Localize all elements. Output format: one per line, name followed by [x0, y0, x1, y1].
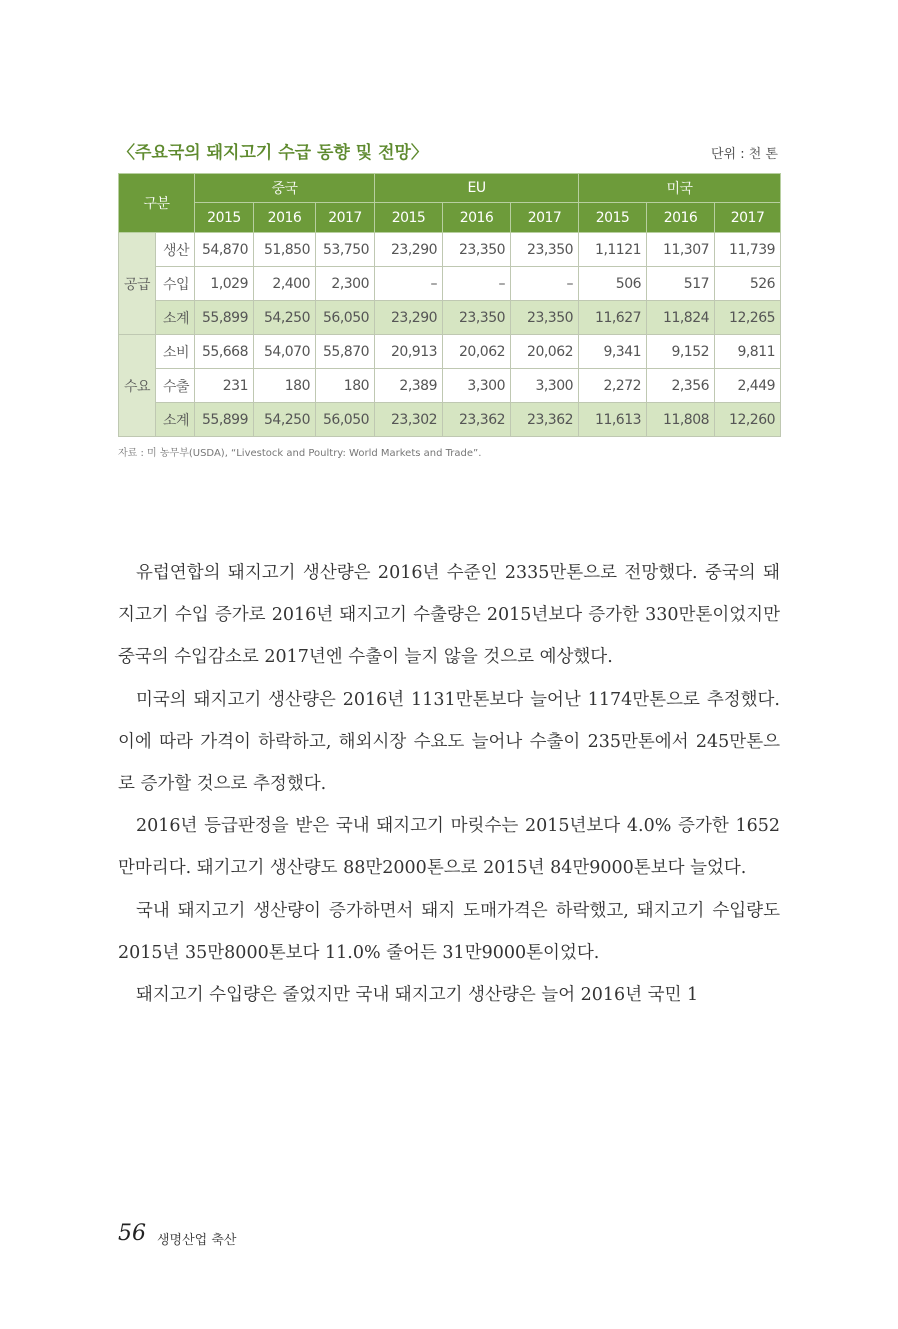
table-row	[119, 335, 781, 369]
table-row	[119, 267, 781, 301]
year-header: 2017	[511, 203, 579, 233]
table-cell: 2,300	[316, 267, 375, 301]
supply-demand-table	[118, 173, 781, 437]
year-header: 2015	[195, 203, 254, 233]
table-cell: 1,1121	[579, 233, 647, 267]
table-cell: 23,290	[375, 233, 443, 267]
table-cell: 20,913	[375, 335, 443, 369]
table-cell: –	[511, 267, 579, 301]
table-cell: 11,739	[715, 233, 781, 267]
table-row	[119, 403, 781, 437]
table-cell: 55,668	[195, 335, 254, 369]
table-cell: 2,356	[647, 369, 715, 403]
row-label: 소비	[156, 335, 195, 369]
country-header: 중국	[195, 174, 375, 203]
table-cell: 54,250	[254, 403, 316, 437]
table-cell: 3,300	[511, 369, 579, 403]
table-cell: 11,627	[579, 301, 647, 335]
table-cell: 20,062	[443, 335, 511, 369]
table-cell: 23,302	[375, 403, 443, 437]
table-cell: 54,870	[195, 233, 254, 267]
table-cell: 53,750	[316, 233, 375, 267]
table-cell: 23,350	[443, 233, 511, 267]
table-cell: 55,870	[316, 335, 375, 369]
table-cell: 11,613	[579, 403, 647, 437]
table-cell: 1,029	[195, 267, 254, 301]
row-label: 소계	[156, 403, 195, 437]
row-label: 소계	[156, 301, 195, 335]
table-cell: –	[443, 267, 511, 301]
table-cell: 526	[715, 267, 781, 301]
table-cell: 23,290	[375, 301, 443, 335]
country-header: 미국	[579, 174, 781, 203]
table-cell: 51,850	[254, 233, 316, 267]
country-header: EU	[375, 174, 579, 203]
year-header: 2015	[579, 203, 647, 233]
table-cell: 23,350	[511, 301, 579, 335]
table-cell: 56,050	[316, 403, 375, 437]
header-label: 구분	[119, 174, 195, 233]
year-header: 2016	[647, 203, 715, 233]
table-row	[119, 369, 781, 403]
table-cell: 23,362	[511, 403, 579, 437]
unit-label: 단위 : 천 톤	[710, 147, 778, 162]
table-row	[119, 233, 781, 267]
table-cell: 3,300	[443, 369, 511, 403]
year-header: 2016	[443, 203, 511, 233]
paragraph: 2016년 등급판정을 받은 국내 돼지고기 마릿수는 2015년보다 4.0% 증가한 1652만마리다. 돼기고기 생산량도 88만2000톤으로 2015년 84만9000톤보다 늘었다.	[118, 816, 780, 879]
table-cell: 23,350	[511, 233, 579, 267]
year-header: 2017	[316, 203, 375, 233]
table-cell: 23,362	[443, 403, 511, 437]
page-number: 56	[118, 1221, 146, 1246]
paragraph: 국내 돼지고기 생산량이 증가하면서 돼지 도매가격은 하락했고, 돼지고기 수입량도 2015년 35만8000톤보다 11.0% 줄어든 31만9000톤이었다.	[118, 900, 780, 963]
row-label: 생산	[156, 233, 195, 267]
group-label: 공급	[119, 233, 156, 335]
paragraph: 유럽연합의 돼지고기 생산량은 2016년 수준인 2335만톤으로 전망했다. 중국의 돼지고기 수입 증가로 2016년 돼지고기 수출량은 2015년보다 증가한 330만톤이었지만 중국의 수입감소로 2017년엔 수출이 늘지 않을 것으로 예상했다.	[118, 563, 780, 668]
table-cell: 180	[316, 369, 375, 403]
table-cell: 55,899	[195, 403, 254, 437]
table-cell: 11,307	[647, 233, 715, 267]
year-header: 2016	[254, 203, 316, 233]
table-cell: 54,250	[254, 301, 316, 335]
row-label: 수출	[156, 369, 195, 403]
row-label: 수입	[156, 267, 195, 301]
table-cell: 56,050	[316, 301, 375, 335]
table-cell: 9,811	[715, 335, 781, 369]
table-cell: 54,070	[254, 335, 316, 369]
table-cell: 180	[254, 369, 316, 403]
table-cell: 55,899	[195, 301, 254, 335]
table-cell: 2,272	[579, 369, 647, 403]
source-note: 자료 : 미 농무부(USDA), “Livestock and Poultry: World Markets and Trade”.	[118, 448, 482, 459]
table-title: 〈주요국의 돼지고기 수급 동향 및 전망〉	[118, 143, 428, 163]
table-cell: 517	[647, 267, 715, 301]
table-cell: 20,062	[511, 335, 579, 369]
table-cell: 12,265	[715, 301, 781, 335]
table-cell: 231	[195, 369, 254, 403]
group-label: 수요	[119, 335, 156, 437]
table-cell: 9,152	[647, 335, 715, 369]
body-text	[118, 552, 780, 1016]
table-cell: 2,400	[254, 267, 316, 301]
table-cell: 506	[579, 267, 647, 301]
year-header: 2015	[375, 203, 443, 233]
year-header: 2017	[715, 203, 781, 233]
table-cell: 11,808	[647, 403, 715, 437]
table-cell: 12,260	[715, 403, 781, 437]
table-row	[119, 301, 781, 335]
running-title: 생명산업 축산	[157, 1233, 237, 1248]
table-cell: 2,449	[715, 369, 781, 403]
table-cell: 23,350	[443, 301, 511, 335]
paragraph: 돼지고기 수입량은 줄었지만 국내 돼지고기 생산량은 늘어 2016년 국민 1	[136, 985, 699, 1006]
table-cell: 9,341	[579, 335, 647, 369]
table-cell: 2,389	[375, 369, 443, 403]
table-cell: 11,824	[647, 301, 715, 335]
table-cell: –	[375, 267, 443, 301]
paragraph: 미국의 돼지고기 생산량은 2016년 1131만톤보다 늘어난 1174만톤으로 추정했다. 이에 따라 가격이 하락하고, 해외시장 수요도 늘어나 수출이 235만톤에서 245만톤으로 증가할 것으로 추정했다.	[118, 689, 780, 795]
